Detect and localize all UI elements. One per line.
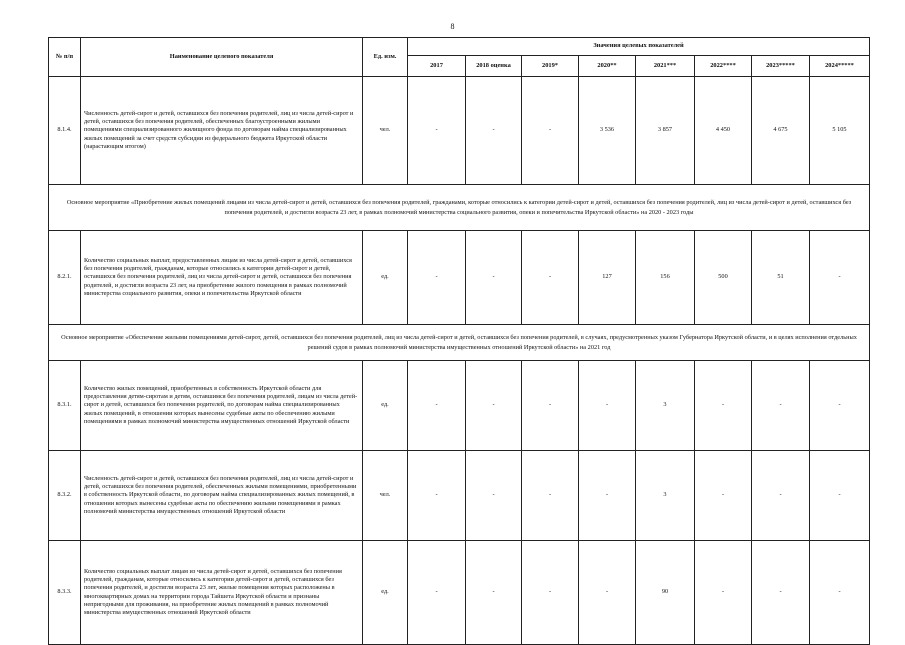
value-cell: - <box>408 361 466 451</box>
unit-cell: ед. <box>363 231 408 325</box>
section-row <box>49 185 870 231</box>
unit-cell: ед. <box>363 361 408 451</box>
indicator-name: Численность детей-сирот и детей, оставшихся без попечения родителей, лиц из числа детей-сирот и детей, оставшихся без попечения родителей, обеспеченных благоустроенными жилыми помещениями специализированного жилищного фонда по договорам найма специализированных жилых помещений за счет средств субсидии из федерального бюджета Иркутской области (нарастающим итогом) <box>81 77 363 185</box>
value-cell: - <box>466 541 522 645</box>
header-year: 2019* <box>522 56 579 77</box>
section-row <box>49 325 870 361</box>
value-cell: - <box>522 451 579 541</box>
unit-cell: ед. <box>363 541 408 645</box>
value-cell: 3 <box>636 451 695 541</box>
indicator-name: Количество жилых помещений, приобретенных в собственность Иркутской области для предоставления детям-сиротам и детям, оставшимся без попечения родителей, лицам из числа детей-сирот и детей, оставшихся без попечения родителей, по договорам найма специализированных жилых помещений, в отношении которых вынесены судебные акты по обеспечению жилыми помещениями в рамках полномочий министерства имущественных отношений Иркутской области <box>81 361 363 451</box>
value-cell: - <box>408 77 466 185</box>
header-year: 2020** <box>579 56 636 77</box>
value-cell: 3 536 <box>579 77 636 185</box>
value-cell: - <box>695 541 752 645</box>
indicator-name: Численность детей-сирот и детей, оставшихся без попечения родителей, лиц из числа детей-сирот и детей, оставшихся без попечения родителей, обеспеченных жилыми помещениями, приобретенными в собственность Иркутской области, по договорам найма специализированных жилых помещений, в отношении которых вынесены судебные акты по обеспечению жилыми помещениями в рамках полномочий министерства имущественных отношений Иркутской области <box>81 451 363 541</box>
value-cell: - <box>522 77 579 185</box>
value-cell: - <box>522 541 579 645</box>
value-cell: - <box>466 231 522 325</box>
table-row <box>49 541 870 645</box>
indicator-name: Количество социальных выплат лицам из числа детей-сирот и детей, оставшихся без попечения родителей, гражданам, которые относились к категории детей-сирот и детей, оставшихся без попечения родителей, и достигли возраста 23 лет, жилые помещения которых расположены в многоквартирных домах на территории города Тайшета Иркутской области и признаны непригодными для проживания, на приобретение жилых помещений в рамках полномочий министерства имущественных отношений Иркутской области <box>81 541 363 645</box>
section-title: Основное мероприятие «Обеспечение жилыми помещениями детей-сирот, детей, оставшихся без попечения родителей, лиц из числа детей-сирот и детей, оставшихся без попечения родителей, в случаях, предусмотренных указом Губернатора Иркутской области, и в целях исполнения отдельных решений судов в рамках полномочий министерства имущественных отношений Иркутской области» на 2021 год <box>49 325 870 361</box>
value-cell: - <box>752 361 810 451</box>
unit-cell: чел. <box>363 451 408 541</box>
header-values-group: Значения целевых показателей <box>408 38 870 56</box>
value-cell: - <box>579 541 636 645</box>
header-unit: Ед. изм. <box>363 38 408 77</box>
header-year: 2022**** <box>695 56 752 77</box>
value-cell: - <box>408 541 466 645</box>
value-cell: 4 675 <box>752 77 810 185</box>
value-cell: 500 <box>695 231 752 325</box>
value-cell: - <box>810 231 870 325</box>
value-cell: - <box>810 541 870 645</box>
value-cell: - <box>695 451 752 541</box>
indicator-name: Количество социальных выплат, предоставленных лицам из числа детей-сирот и детей, оставшихся без попечения родителей, гражданам, которые относились к категории детей-сирот и детей, оставшихся без попечения родителей, лиц из числа детей-сирот и детей, оставшихся без попечения родителей, и достигли возраста 23 лет, на приобретение жилого помещения в рамках полномочий министерства социального развития, опеки и попечительства Иркутской области <box>81 231 363 325</box>
value-cell: - <box>522 231 579 325</box>
unit-cell: чел. <box>363 77 408 185</box>
header-year: 2017 <box>408 56 466 77</box>
value-cell: - <box>579 361 636 451</box>
value-cell: - <box>408 451 466 541</box>
value-cell: 4 450 <box>695 77 752 185</box>
value-cell: 3 857 <box>636 77 695 185</box>
header-name: Наименование целевого показателя <box>81 38 363 77</box>
table-row <box>49 231 870 325</box>
row-number: 8.3.1. <box>49 361 81 451</box>
value-cell: - <box>466 451 522 541</box>
row-number: 8.2.1. <box>49 231 81 325</box>
value-cell: - <box>522 361 579 451</box>
value-cell: - <box>408 231 466 325</box>
target-indicators-table <box>48 37 870 645</box>
value-cell: 51 <box>752 231 810 325</box>
section-title: Основное мероприятие «Приобретение жилых помещений лицами из числа детей-сирот и детей, оставшихся без попечения родителей, гражданами, которые относились к категории детей-сирот и детей, оставшихся без попечения родителей, лиц из числа детей-сирот и детей, оставшихся без попечения родителей, и достигли возраста 23 лет, в рамках полномочий министерства социального развития, опеки и попечительства Иркутской области» на 2020 - 2023 годы <box>49 185 870 231</box>
header-year: 2018 оценка <box>466 56 522 77</box>
value-cell: - <box>752 451 810 541</box>
value-cell: - <box>695 361 752 451</box>
row-number: 8.3.2. <box>49 451 81 541</box>
page-number: 8 <box>450 22 455 31</box>
value-cell: - <box>466 77 522 185</box>
header-year: 2023***** <box>752 56 810 77</box>
value-cell: 156 <box>636 231 695 325</box>
header-year: 2024***** <box>810 56 870 77</box>
row-number: 8.3.3. <box>49 541 81 645</box>
value-cell: - <box>752 541 810 645</box>
value-cell: - <box>810 361 870 451</box>
table-row <box>49 451 870 541</box>
row-number: 8.1.4. <box>49 77 81 185</box>
table-row <box>49 77 870 185</box>
header-year: 2021*** <box>636 56 695 77</box>
value-cell: - <box>466 361 522 451</box>
header-num: № п/п <box>49 38 81 77</box>
value-cell: - <box>810 451 870 541</box>
value-cell: 127 <box>579 231 636 325</box>
value-cell: 3 <box>636 361 695 451</box>
value-cell: - <box>579 451 636 541</box>
value-cell: 90 <box>636 541 695 645</box>
table-row <box>49 361 870 451</box>
value-cell: 5 105 <box>810 77 870 185</box>
